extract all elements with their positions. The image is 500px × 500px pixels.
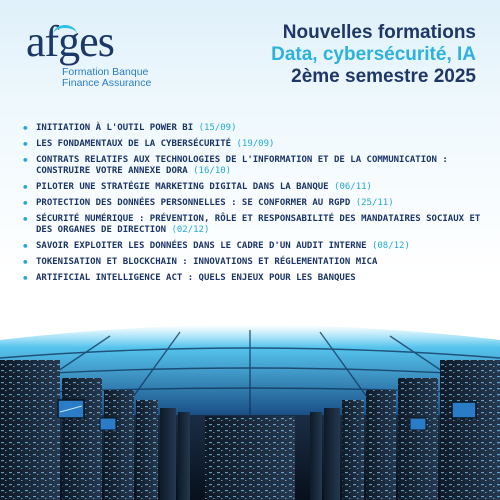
- bullet-icon: •: [22, 138, 29, 151]
- afges-logo: [26, 17, 161, 89]
- bullet-icon: •: [22, 154, 29, 167]
- bullet-icon: •: [22, 181, 29, 194]
- bullet-icon: •: [22, 240, 29, 253]
- course-item: • ARTIFICIAL INTELLIGENCE ACT : QUELS ENJEUX POUR LES BANQUES: [22, 272, 356, 285]
- course-item: • INITIATION À L'OUTIL POWER BI (15/09): [22, 122, 237, 135]
- headline-line3: 2ème semestre 2025: [291, 66, 476, 87]
- logo-tagline: Formation Banque Finance Assurance: [62, 66, 152, 89]
- bullet-icon: •: [22, 272, 29, 285]
- course-item: • SAVOIR EXPLOITER LES DONNÉES DANS LE CADRE D'UN AUDIT INTERNE (08/12): [22, 240, 410, 253]
- course-item: • CONTRATS RELATIFS AUX TECHNOLOGIES DE L'INFORMATION ET DE LA COMMUNICATION : CONSTRUIRE VOTRE ANNEXE DORA (16/10): [22, 154, 448, 176]
- course-item: • PILOTER UNE STRATÉGIE MARKETING DIGITAL DANS LA BANQUE (06/11): [22, 181, 372, 194]
- bullet-icon: •: [22, 213, 29, 226]
- datacenter-illustration: [0, 320, 500, 500]
- logo-wordmark: afges: [26, 17, 114, 66]
- logo-arc-icon: [53, 25, 77, 44]
- bullet-icon: •: [22, 256, 29, 269]
- headline-line2: Data, cybersécurité, IA: [271, 44, 476, 65]
- headline-line1: Nouvelles formations: [282, 22, 476, 43]
- course-item: • SÉCURITÉ NUMÉRIQUE : PRÉVENTION, RÔLE ET RESPONSABILITÉ DES MANDATAIRES SOCIAUX ET DES ORGANES DE DIRECTION (02/12): [22, 213, 481, 235]
- headline: [271, 22, 476, 88]
- course-list: [22, 123, 482, 289]
- bullet-icon: •: [22, 122, 29, 135]
- course-item: • PROTECTION DES DONNÉES PERSONNELLES : SE CONFORMER AU RGPD (25/11): [22, 197, 394, 210]
- course-item: • LES FONDAMENTAUX DE LA CYBERSÉCURITÉ (19/09): [22, 138, 275, 151]
- bullet-icon: •: [22, 197, 29, 210]
- course-item: • TOKENISATION ET BLOCKCHAIN : INNOVATIONS ET RÉGLEMENTATION MICA: [22, 256, 378, 269]
